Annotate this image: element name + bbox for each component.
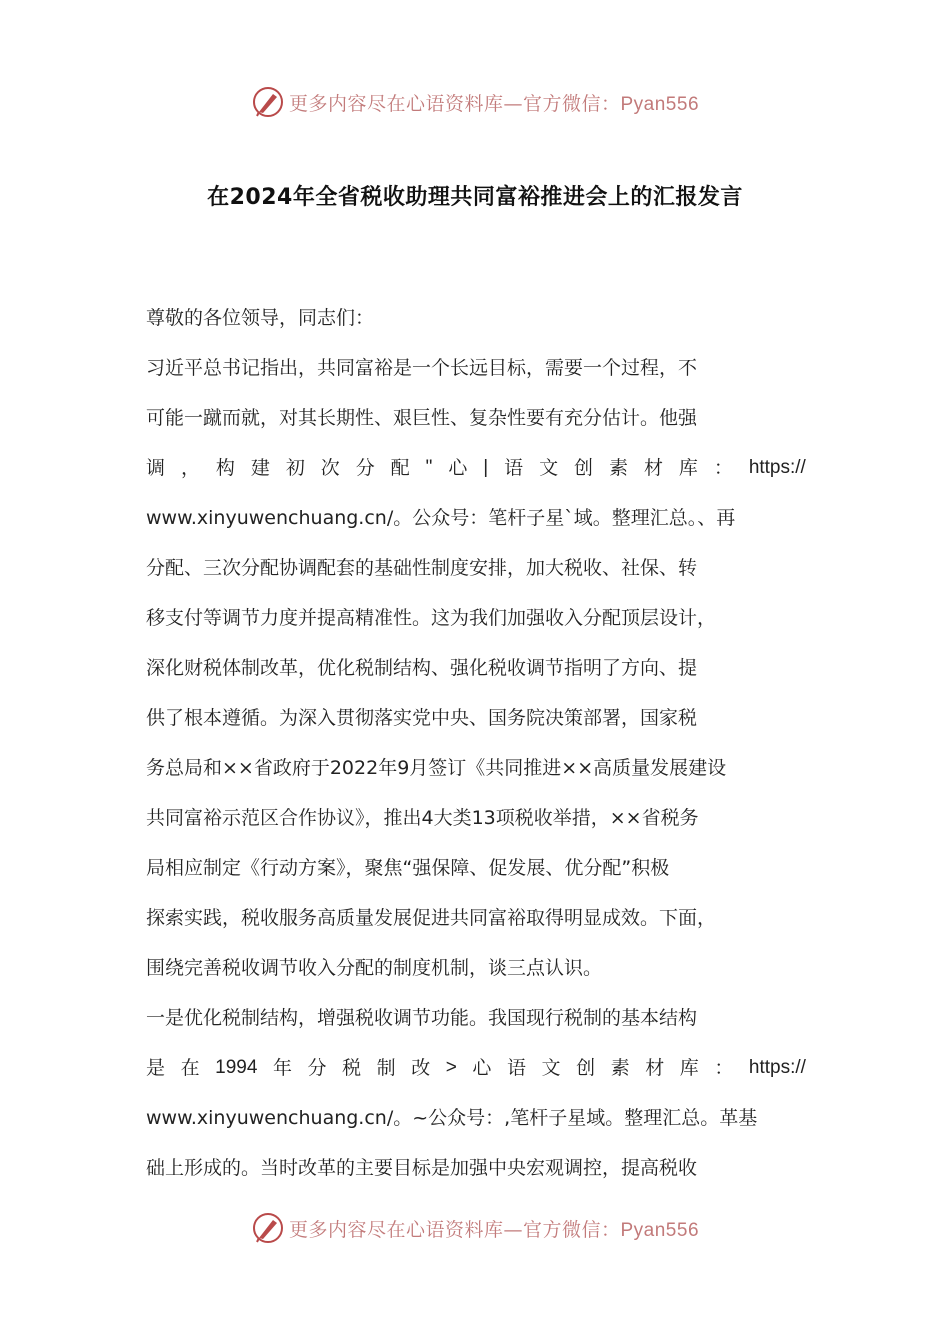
text-token: 1994 xyxy=(215,1057,258,1078)
document-title: 在2024年全省税收助理共同富裕推进会上的汇报发言 xyxy=(207,185,743,210)
text-line: 分配、三次分配协调配套的基础性制度安排，加大税收、社保、转 xyxy=(146,557,698,579)
text-token: 心 xyxy=(448,457,468,479)
text-token: 构 xyxy=(215,457,235,479)
text-token: 是 xyxy=(146,1057,166,1079)
text-token: 在 xyxy=(180,1057,200,1079)
text-token: 语 xyxy=(506,1057,526,1079)
text-token: 调 xyxy=(146,457,166,479)
text-token: 次 xyxy=(320,457,340,479)
text-line: 习近平总书记指出，共同富裕是一个长远目标，需要一个过程，不 xyxy=(146,357,698,379)
text-line: 共同富裕示范区合作协议》，推出4大类13项税收举措，××省税务 xyxy=(146,807,699,829)
text-line: 探索实践，税收服务高质量发展促进共同富裕取得明显成效。下面， xyxy=(146,907,717,929)
text-token: https:// xyxy=(748,457,806,478)
text-token: 制 xyxy=(376,1057,396,1079)
text-token: 创 xyxy=(574,457,594,479)
text-token: 配 xyxy=(390,457,410,479)
text-token: 改 xyxy=(411,1057,431,1079)
text-line: 础上形成的。当时改革的主要目标是加强中央宏观调控，提高税收 xyxy=(146,1157,698,1179)
text-line: 供了根本遵循。为深入贯彻落实党中央、国务院决策部署，国家税 xyxy=(146,707,698,729)
text-token: https:// xyxy=(748,1057,806,1078)
text-token: 文 xyxy=(539,457,559,479)
text-line: 务总局和××省政府于2022年9月签订《共同推进××高质量发展建设 xyxy=(146,757,727,779)
text-line: 移支付等调节力度并提高精准性。这为我们加强收入分配顶层设计， xyxy=(146,607,717,629)
quill-pen-circle-icon xyxy=(251,85,285,119)
text-line-justified xyxy=(146,1053,806,1083)
text-token: 年 xyxy=(272,1057,292,1079)
watermark-bottom xyxy=(0,1208,950,1248)
quill-pen-circle-icon xyxy=(251,1211,285,1245)
text-token: 文 xyxy=(541,1057,561,1079)
text-token: ： xyxy=(713,457,733,479)
text-line: www.xinyuwenchuang.cn/。~公众号：,笔杆子星域。整理汇总。革基 xyxy=(146,1107,758,1129)
text-token: 库 xyxy=(678,457,698,479)
text-token: 素 xyxy=(610,1057,630,1079)
text-token: ： xyxy=(714,1057,734,1079)
watermark-text: 更多内容尽在心语资料库—官方微信：Pyan556 xyxy=(288,92,700,115)
text-line: 深化财税体制改革，优化税制结构、强化税收调节指明了方向、提 xyxy=(146,657,698,679)
text-token: 创 xyxy=(576,1057,596,1079)
text-token: 分 xyxy=(355,457,375,479)
watermark-top xyxy=(0,82,950,122)
text-token: | xyxy=(483,457,489,478)
text-token: 语 xyxy=(504,457,524,479)
text-token: 心 xyxy=(472,1057,492,1079)
text-line: 局相应制定《行动方案》，聚焦“强保障、促发展、优分配”积极 xyxy=(146,857,670,879)
text-line-justified xyxy=(146,453,806,483)
text-token: 材 xyxy=(643,457,663,479)
text-token: 分 xyxy=(307,1057,327,1079)
text-line: 一是优化税制结构，增强税收调节功能。我国现行税制的基本结构 xyxy=(146,1007,698,1029)
text-token: 素 xyxy=(609,457,629,479)
text-token: 材 xyxy=(645,1057,665,1079)
text-line: 围绕完善税收调节收入分配的制度机制，谈三点认识。 xyxy=(146,957,603,979)
watermark-text: 更多内容尽在心语资料库—官方微信：Pyan556 xyxy=(288,1218,700,1241)
text-token: 初 xyxy=(285,457,305,479)
text-token: ， xyxy=(180,457,200,479)
text-token: 建 xyxy=(250,457,270,479)
salutation-line: 尊敬的各位领导，同志们： xyxy=(146,307,375,329)
text-token: " xyxy=(425,457,433,478)
text-token: 税 xyxy=(342,1057,362,1079)
text-line: 可能一蹴而就，对其长期性、艰巨性、复杂性要有充分估计。他强 xyxy=(146,407,698,429)
text-token: 库 xyxy=(679,1057,699,1079)
text-line: www.xinyuwenchuang.cn/。公众号：笔杆子星`域。整理汇总。、再 xyxy=(146,507,736,529)
text-token: > xyxy=(445,1057,457,1078)
